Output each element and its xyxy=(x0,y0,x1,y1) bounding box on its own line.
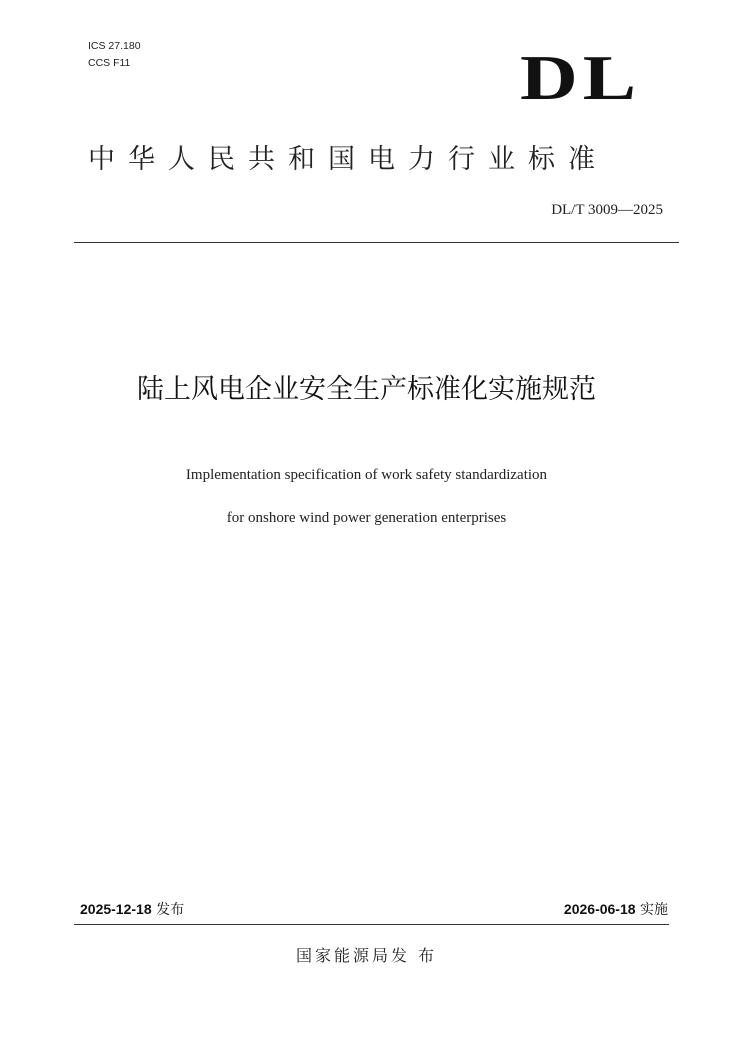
document-title-english-line1: Implementation specification of work safety standardization xyxy=(185,467,548,483)
document-title-english-line2: for onshore wind power generation enterprises xyxy=(226,510,507,526)
top-divider xyxy=(74,242,679,243)
implement-date-group xyxy=(564,898,668,921)
ccs-code: CCS F11 xyxy=(88,57,131,69)
issue-date: 2025-12-18 xyxy=(80,901,152,917)
issue-label: 发布 xyxy=(156,902,185,918)
ics-code: ICS 27.180 xyxy=(88,40,141,52)
implement-date: 2026-06-18 xyxy=(563,901,636,917)
dl-logo: DL xyxy=(520,42,642,113)
standard-category-title: 中华人民共和国电力行业标准 xyxy=(88,144,608,175)
implement-label: 实施 xyxy=(640,902,668,918)
classification-codes xyxy=(88,38,141,72)
bottom-divider xyxy=(74,924,669,925)
document-title-chinese: 陆上风电企业安全生产标准化实施规范 xyxy=(137,374,596,405)
issue-date-group xyxy=(80,898,184,921)
publisher: 国家能源局发 布 xyxy=(295,946,438,965)
dates-row xyxy=(80,898,668,920)
standard-code: DL/T 3009—2025 xyxy=(551,202,663,218)
